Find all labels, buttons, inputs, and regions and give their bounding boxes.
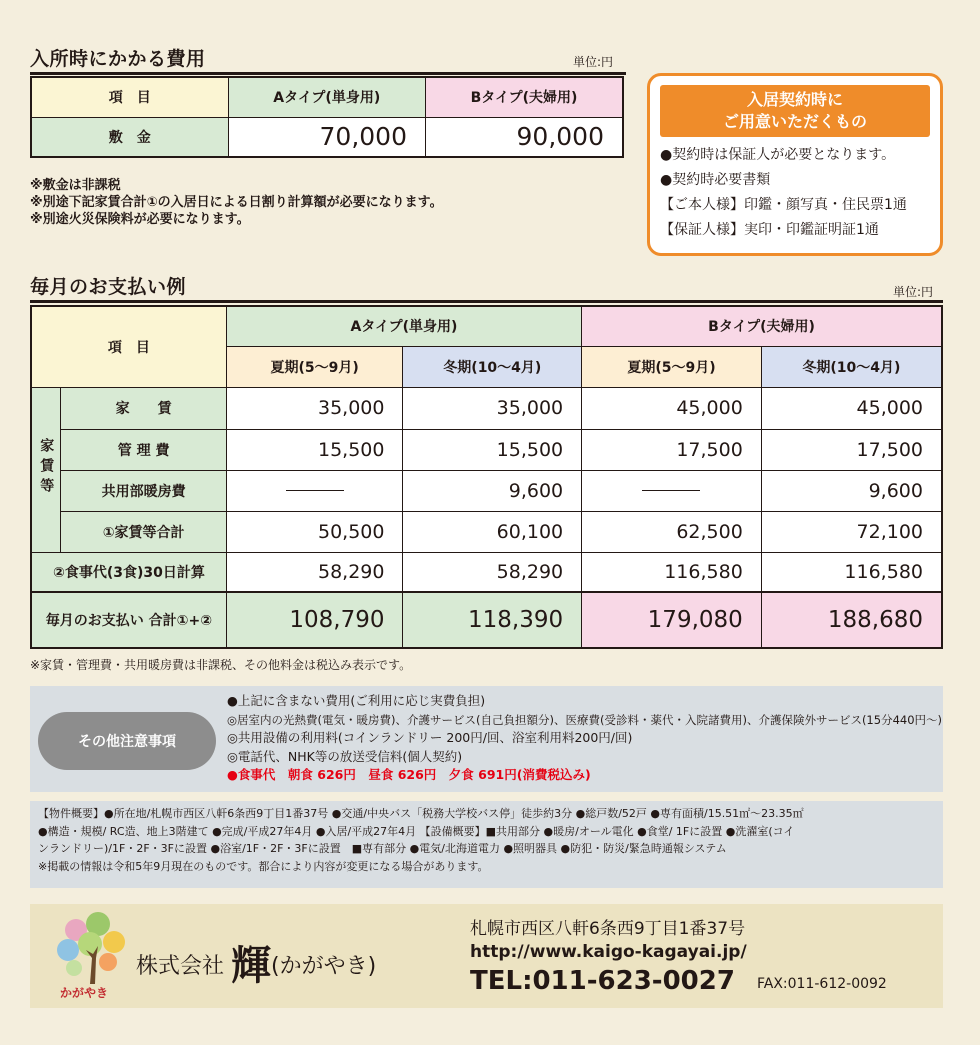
cell-empty-dash — [582, 470, 762, 511]
cell-value: 17,500 — [761, 429, 942, 470]
title-underline — [30, 72, 626, 75]
company-tel[interactable]: TEL:011-623-0027 — [470, 966, 735, 996]
cell-value: 62,500 — [582, 511, 762, 552]
cell-empty-dash — [226, 470, 403, 511]
prepare-title-line1: 入居契約時に — [746, 90, 843, 109]
entry-cost-title-text: 入所時にかかる費用 — [30, 48, 206, 70]
entry-note: ※敷金は非課税 — [30, 178, 121, 193]
cell-value: 35,000 — [226, 387, 403, 429]
company-url[interactable]: http://www.kaigo-kagayai.jp/ — [470, 942, 747, 962]
header-winter-a: 冬期(10〜4月) — [403, 346, 582, 387]
company-address: 札幌市西区八軒6条西9丁目1番37号 — [470, 919, 746, 939]
header-type-b: Bタイプ(夫婦用) — [582, 306, 942, 346]
property-line: ●構造・規模/ RC造、地上3階建て ●完成/平成27年4月 ●入居/平成27年4月 【設備概要】■共用部分 ●暖房/オール電化 ●食堂/ 1Fに設置 ●洗濯室(コイ — [38, 824, 795, 838]
cell-value: 116,580 — [761, 552, 942, 592]
cell-total: 179,080 — [582, 592, 762, 648]
deposit-a: 70,000 — [228, 117, 425, 157]
monthly-title-text: 毎月のお支払い例 — [30, 276, 187, 298]
other-note-line: ◎共用設備の利用料(コインランドリー 200円/回、浴室利用料200円/回) — [227, 730, 633, 745]
deposit-label: 敷 金 — [31, 117, 228, 157]
monthly-unit: 単位:円 — [893, 285, 934, 299]
company-fax: FAX:011-612-0092 — [757, 976, 887, 992]
property-overview — [30, 801, 943, 888]
monthly-title — [30, 272, 186, 299]
property-line: ※掲載の情報は令和5年9月現在のものです。都合により内容が変更になる場合があります。 — [38, 859, 489, 873]
property-line: ンランドリー)/1F・2F・3Fに設置 ●浴室/1F・2F・3Fに設置 ■専有部分 ●電気/北海道電力 ●照明器具 ●防犯・防災/緊急時通報システム — [38, 842, 727, 855]
cell-value: 9,600 — [403, 470, 582, 511]
header-item: 項 目 — [31, 77, 228, 117]
entry-note: ※別途火災保険料が必要になります。 — [30, 212, 250, 227]
cell-value: 58,290 — [403, 552, 582, 592]
row-label-heating: 共用部暖房費 — [61, 470, 226, 511]
company-prefix: 株式会社 — [136, 954, 225, 979]
cell-value: 60,100 — [403, 511, 582, 552]
row-label-rent: 家 賃 — [61, 387, 226, 429]
header-item: 項 目 — [31, 306, 226, 387]
other-notes-box — [30, 686, 943, 792]
prepare-line: ●契約時必要書類 — [660, 172, 771, 188]
cell-value: 9,600 — [761, 470, 942, 511]
cell-value: 72,100 — [761, 511, 942, 552]
prepare-line: ●契約時は保証人が必要となります。 — [660, 147, 896, 163]
row-label-management: 管 理 費 — [61, 429, 226, 470]
cell-value: 50,500 — [226, 511, 403, 552]
header-winter-b: 冬期(10〜4月) — [761, 346, 942, 387]
cell-value: 45,000 — [582, 387, 762, 429]
prepare-box — [647, 73, 943, 256]
cell-total: 118,390 — [403, 592, 582, 648]
other-notes-label: その他注意事項 — [38, 712, 216, 770]
company-box — [30, 904, 943, 1008]
row-label-rent-total: ①家賃等合計 — [61, 511, 226, 552]
cell-value: 15,500 — [226, 429, 403, 470]
header-summer-b: 夏期(5〜9月) — [582, 346, 762, 387]
title-underline — [30, 300, 943, 303]
monthly-note: ※家賃・管理費・共用暖房費は非課税、その他料金は税込み表示です。 — [30, 658, 412, 672]
dash-line — [286, 490, 344, 491]
property-line: 【物件概要】●所在地/札幌市西区八軒6条西9丁目1番37号 ●交通/中央バス「税務大学校バス停」徒歩約3分 ●総戸数/52戸 ●専有面積/15.51㎡〜23.35㎡ — [38, 807, 804, 820]
cell-total: 108,790 — [226, 592, 403, 648]
cell-value: 58,290 — [226, 552, 403, 592]
logo-text: かがやき — [60, 986, 109, 1000]
header-type-a: Aタイプ(単身用) — [228, 77, 425, 117]
entry-note: ※別途下記家賃合計①の入居日による日割り計算額が必要になります。 — [30, 195, 443, 210]
prepare-line: 【ご本人様】印鑑・顔写真・住民票1通 — [660, 197, 907, 213]
meal-price-line: ●食事代 朝食 626円 昼食 626円 夕食 691円(消費税込み) — [227, 767, 591, 782]
company-name — [136, 934, 376, 991]
prepare-header — [660, 85, 930, 137]
company-kanji: 輝 — [231, 942, 272, 989]
row-label-meal: ②食事代(3食)30日計算 — [31, 552, 226, 592]
entry-notes — [30, 177, 443, 228]
rent-group-label — [31, 387, 61, 552]
other-note-line: ◎電話代、NHK等の放送受信料(個人契約) — [227, 748, 463, 764]
header-type-b: Bタイプ(夫婦用) — [426, 77, 624, 117]
cell-value: 116,580 — [582, 552, 762, 592]
cell-value: 17,500 — [582, 429, 762, 470]
dash-line — [642, 490, 700, 491]
entry-cost-title — [30, 44, 206, 71]
deposit-b: 90,000 — [426, 117, 624, 157]
monthly-table — [30, 305, 943, 649]
entry-cost-table — [30, 76, 624, 158]
header-type-a: Aタイプ(単身用) — [226, 306, 581, 346]
prepare-title-line2: ご用意いただくもの — [722, 112, 867, 131]
row-label-total: 毎月のお支払い 合計①+② — [31, 592, 226, 648]
header-summer-a: 夏期(5〜9月) — [226, 346, 403, 387]
prepare-line: 【保証人様】実印・印鑑証明証1通 — [660, 222, 879, 238]
other-note-line: ●上記に含まない費用(ご利用に応じ実費負担) — [227, 693, 486, 708]
cell-value: 35,000 — [403, 387, 582, 429]
cell-value: 45,000 — [761, 387, 942, 429]
other-note-line: ◎居室内の光熱費(電気・暖房費)、介護サービス(自己負担額分)、医療費(受診料・薬代・入院諸費用)、介護保険外サービス(15分440円〜) — [227, 712, 943, 727]
cell-value: 15,500 — [403, 429, 582, 470]
other-notes-lines — [227, 692, 942, 785]
company-logo — [46, 910, 136, 1002]
company-kana: (かがやき) — [271, 954, 377, 979]
cell-total: 188,680 — [761, 592, 942, 648]
entry-unit: 単位:円 — [573, 55, 614, 69]
rent-group-text: 家賃等 — [38, 437, 55, 498]
